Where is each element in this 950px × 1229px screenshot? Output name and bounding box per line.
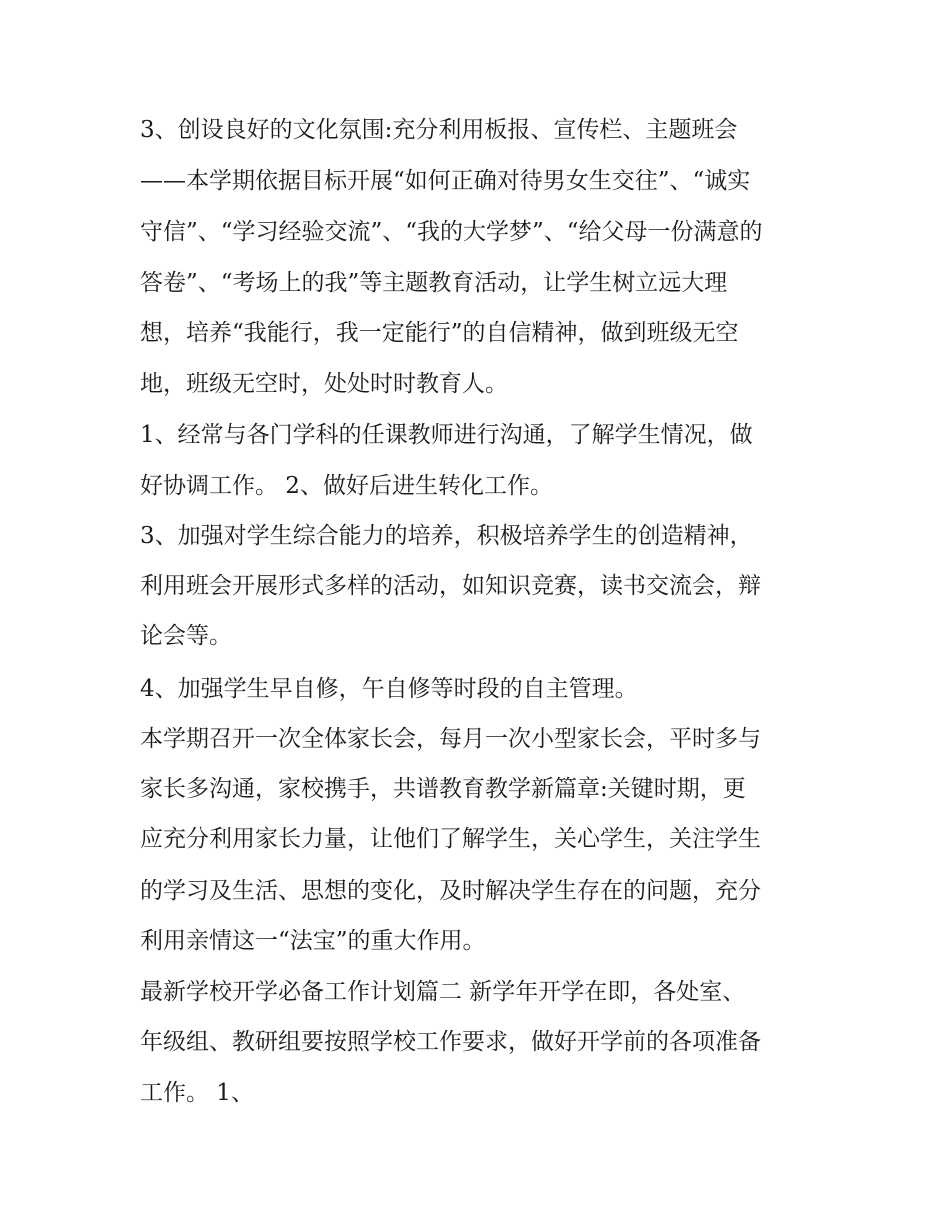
text-line: 年级组、教研组要按照学校工作要求，做好开学前的各项准备 <box>140 1029 761 1055</box>
text-line: 家长多沟通，家校携手，共谱教育教学新篇章:关键时期，更 <box>140 776 746 802</box>
text-line: 答卷”、“考场上的我”等主题教育活动，让学生树立远大理 <box>140 270 728 296</box>
text-line: 应充分利用家长力量，让他们了解学生，关心学生，关注学生 <box>140 826 761 852</box>
text-line: 论会等。 <box>140 623 232 649</box>
text-line: ——本学期依据目标开展“如何正确对待男女生交往”、“诚实 <box>140 168 751 194</box>
text-line: 4、加强学生早自修，午自修等时段的自主管理。 <box>140 676 638 702</box>
text-line: 守信”、“学习经验交流”、“我的大学梦”、“给父母一份满意的 <box>140 219 763 245</box>
text-line: 的学习及生活、思想的变化，及时解决学生存在的问题，充分 <box>140 878 761 904</box>
text-line: 3、加强对学生综合能力的培养，积极培养学生的创造精神， <box>140 523 753 549</box>
text-line: 利用亲情这一“法宝”的重大作用。 <box>140 928 486 954</box>
text-line: 本学期召开一次全体家长会，每月一次小型家长会，平时多与 <box>140 726 761 752</box>
text-line: 地，班级无空时，处处时时教育人。 <box>140 371 508 397</box>
text-line: 工作。 1、 <box>140 1080 254 1106</box>
text-line: 1、经常与各门学科的任课教师进行沟通，了解学生情况，做 <box>140 422 753 448</box>
text-line: 最新学校开学必备工作计划篇二 新学年开学在即，各处室、 <box>140 979 746 1005</box>
text-line: 想，培养“我能行，我一定能行”的自信精神，做到班级无空 <box>140 320 739 346</box>
text-line: 利用班会开展形式多样的活动，如知识竞赛，读书交流会，辩 <box>140 573 761 599</box>
text-line: 3、创设良好的文化氛围:充分利用板报、宣传栏、主题班会 <box>140 117 738 143</box>
text-line: 好协调工作。 2、做好后进生转化工作。 <box>140 473 553 499</box>
